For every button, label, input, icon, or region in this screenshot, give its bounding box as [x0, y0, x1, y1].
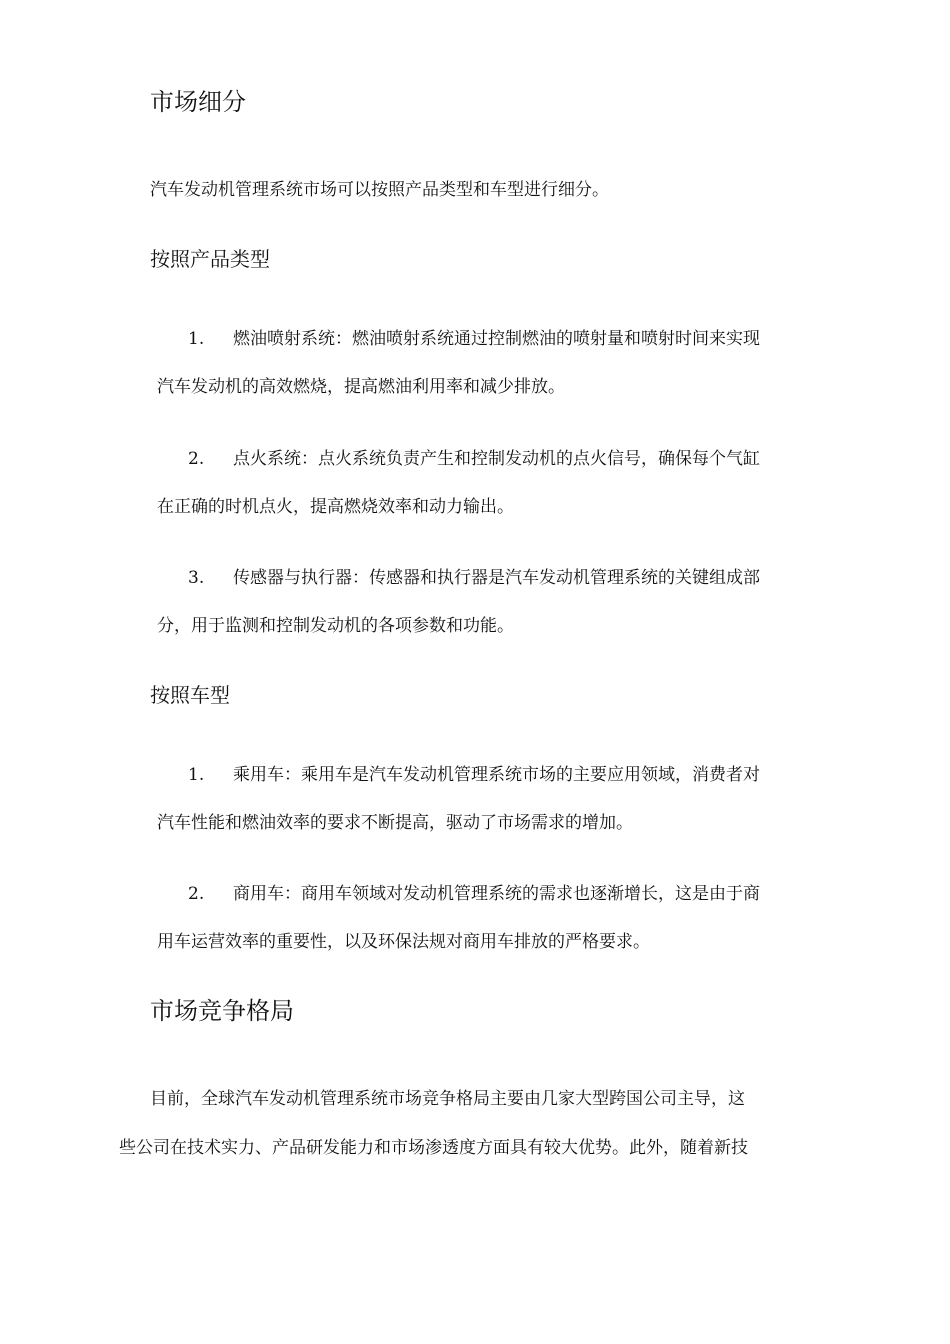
list-number: 2.: [188, 884, 205, 904]
list-item-line: 燃油喷射系统：燃油喷射系统通过控制燃油的喷射量和喷射时间来实现: [233, 329, 760, 349]
list-item-line: 用车运营效率的重要性，以及环保法规对商用车排放的严格要求。: [157, 932, 650, 952]
list-number: 2.: [188, 449, 205, 469]
section-title-segmentation: 市场细分: [150, 88, 246, 116]
heading-by-product: 按照产品类型: [150, 247, 270, 271]
list-number: 3.: [188, 568, 205, 588]
list-item-line: 汽车性能和燃油效率的要求不断提高，驱动了市场需求的增加。: [157, 813, 633, 833]
competition-paragraph-line: 目前，全球汽车发动机管理系统市场竞争格局主要由几家大型跨国公司主导，这: [150, 1089, 745, 1109]
list-number: 1.: [188, 329, 205, 349]
list-number: 1.: [188, 765, 205, 785]
list-item-line: 点火系统：点火系统负责产生和控制发动机的点火信号，确保每个气缸: [233, 449, 760, 469]
list-item-line: 分，用于监测和控制发动机的各项参数和功能。: [157, 616, 514, 636]
competition-paragraph-line: 些公司在技术实力、产品研发能力和市场渗透度方面具有较大优势。此外，随着新技: [119, 1138, 748, 1158]
list-item-line: 乘用车：乘用车是汽车发动机管理系统市场的主要应用领域，消费者对: [233, 765, 760, 785]
list-item-line: 传感器与执行器：传感器和执行器是汽车发动机管理系统的关键组成部: [233, 568, 760, 588]
list-item-line: 在正确的时机点火，提高燃烧效率和动力输出。: [157, 497, 514, 517]
heading-by-vehicle: 按照车型: [150, 683, 230, 707]
list-item-line: 商用车：商用车领域对发动机管理系统的需求也逐渐增长，这是由于商: [233, 884, 760, 904]
list-item-line: 汽车发动机的高效燃烧，提高燃油利用率和减少排放。: [157, 377, 565, 397]
segmentation-intro: 汽车发动机管理系统市场可以按照产品类型和车型进行细分。: [150, 180, 609, 200]
section-title-competition: 市场竞争格局: [150, 997, 294, 1025]
